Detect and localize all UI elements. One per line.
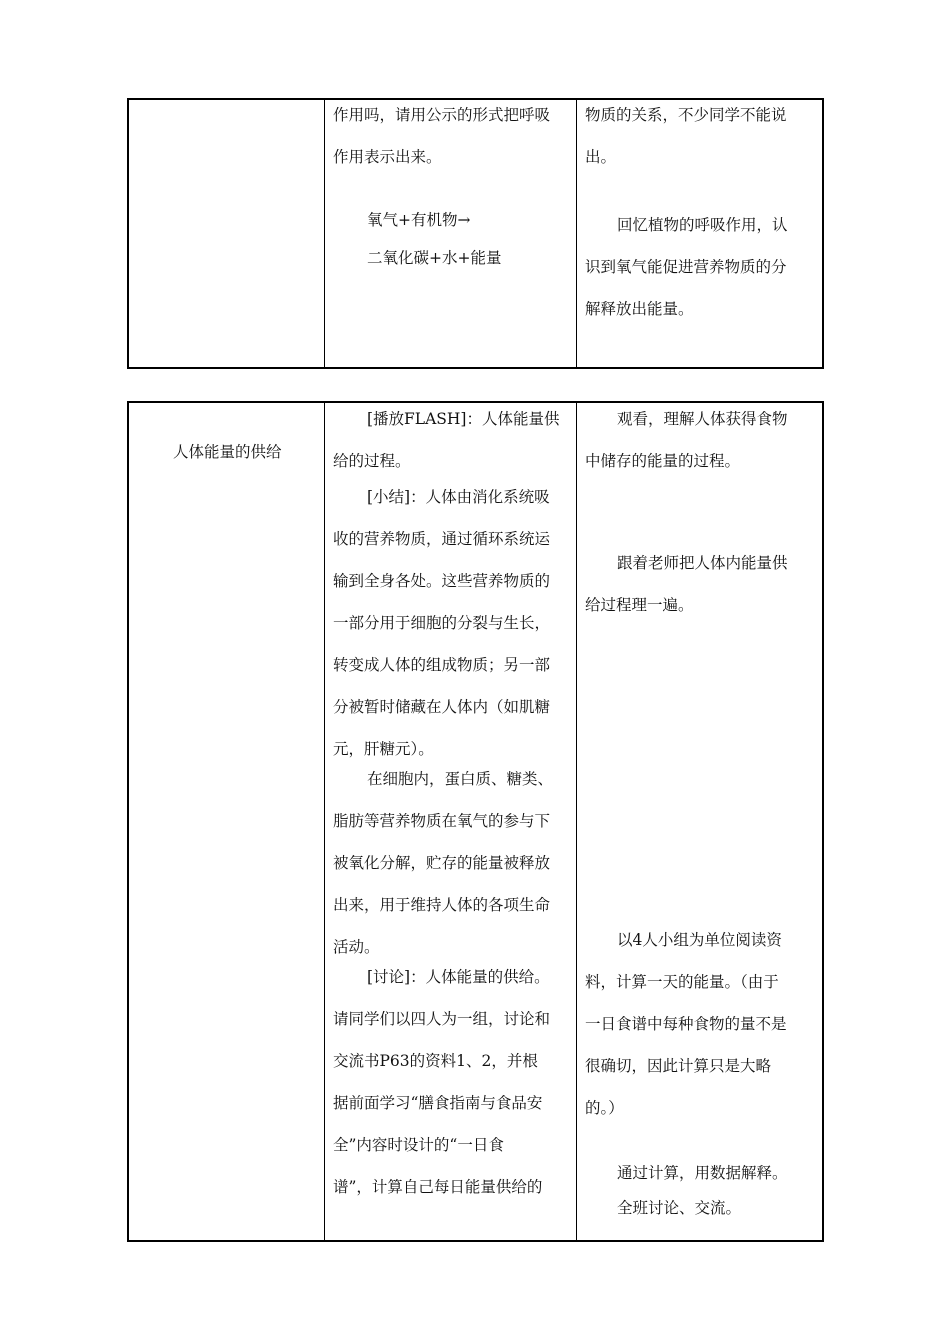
text-line: 物质的关系，不少同学不能说 — [585, 106, 787, 124]
text-line: 交流书P63的资料1、2，并根 — [333, 1052, 538, 1070]
text-line: 出来，用于维持人体的各项生命 — [333, 896, 551, 914]
text-line: 出。 — [585, 148, 617, 166]
table2-col-topic — [129, 403, 324, 1240]
text-line: 很确切，因此计算只是大略 — [585, 1057, 772, 1075]
text-line: 活动。 — [333, 938, 380, 956]
text-line: 请同学们以四人为一组，讨论和 — [333, 1010, 551, 1028]
text-line: 料，计算一天的能量。（由于 — [585, 973, 779, 991]
text-line: 全班讨论、交流。 — [617, 1199, 742, 1217]
text-line: 给的过程。 — [333, 452, 411, 470]
formula-line: 氧气+有机物→ — [367, 211, 471, 229]
text-line: 分被暂时储藏在人体内（如肌糖 — [333, 698, 551, 716]
lesson-table — [127, 401, 824, 1242]
table1-col-topic — [129, 100, 324, 367]
text-line: 谱”，计算自己每日能量供给的 — [333, 1178, 543, 1196]
text-line: 一日食谱中每种食物的量不是 — [585, 1015, 787, 1033]
text-line: 转变成人体的组成物质；另一部 — [333, 656, 551, 674]
text-line: 元，肝糖元）。 — [333, 740, 434, 758]
text-line: 脂肪等营养物质在氧气的参与下 — [333, 812, 551, 830]
text-line: 一部分用于细胞的分裂与生长， — [333, 614, 551, 632]
text-line: 解释放出能量。 — [585, 300, 694, 318]
formula-line: 二氧化碳+水+能量 — [367, 249, 502, 267]
text-line: 被氧化分解，贮存的能量被释放 — [333, 854, 551, 872]
text-line: 以4人小组为单位阅读资 — [617, 931, 782, 949]
text-line: [播放FLASH]：人体能量供 — [367, 410, 560, 428]
table1-col-teacher — [325, 100, 576, 367]
text-line: [讨论]：人体能量的供给。 — [367, 968, 550, 986]
text-line: 给过程理一遍。 — [585, 596, 694, 614]
table-continued — [127, 98, 824, 369]
text-line: 观看，理解人体获得食物 — [617, 410, 788, 428]
text-line: 回忆植物的呼吸作用，认 — [617, 216, 788, 234]
text-line: 的。） — [585, 1099, 624, 1117]
section-title: 人体能量的供给 — [173, 443, 282, 461]
text-line: 据前面学习“膳食指南与食品安 — [333, 1094, 543, 1112]
text-line: 在细胞内，蛋白质、糖类、 — [367, 770, 554, 788]
text-line: 作用表示出来。 — [333, 148, 442, 166]
text-line: 全”内容时设计的“一日食 — [333, 1136, 504, 1154]
text-line: [小结]：人体由消化系统吸 — [367, 488, 550, 506]
text-line: 中储存的能量的过程。 — [585, 452, 741, 470]
text-line: 通过计算，用数据解释。 — [617, 1164, 788, 1182]
text-line: 收的营养物质，通过循环系统运 — [333, 530, 551, 548]
table2-col-student — [577, 403, 822, 1240]
text-line: 作用吗，请用公示的形式把呼吸 — [333, 106, 551, 124]
text-line: 输到全身各处。这些营养物质的 — [333, 572, 551, 590]
text-line: 跟着老师把人体内能量供 — [617, 554, 788, 572]
table1-col-student — [577, 100, 822, 367]
text-line: 识到氧气能促进营养物质的分 — [585, 258, 787, 276]
table2-col-teacher — [325, 403, 576, 1240]
